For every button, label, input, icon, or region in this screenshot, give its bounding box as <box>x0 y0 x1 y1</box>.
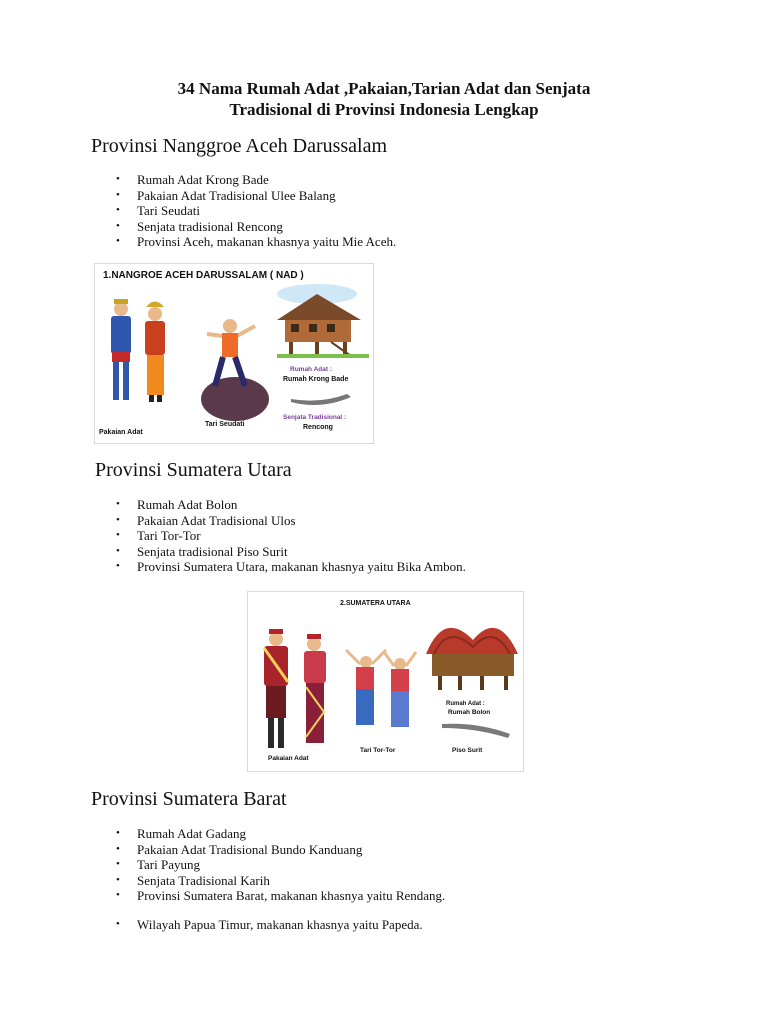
list-extra <box>116 917 423 933</box>
list-item: • Rumah Adat Krong Bade <box>116 172 396 188</box>
piso-surit-weapon-figure <box>442 724 510 738</box>
caption-rumah-heading: Rumah Adat : <box>290 366 333 373</box>
section-heading-sumatera-barat: Provinsi Sumatera Barat <box>91 788 287 810</box>
list-aceh <box>116 172 396 250</box>
caption-senjata: Piso Surit <box>452 747 483 754</box>
figure-sumatera-utara <box>247 591 524 772</box>
list-item: • Provinsi Aceh, makanan khasnya yaitu Mie Aceh. <box>116 234 396 250</box>
list-item: • Tari Tor-Tor <box>116 528 466 544</box>
tor-tor-dancers-figure <box>346 650 416 727</box>
caption-rumah-heading: Rumah Adat : <box>446 701 485 707</box>
dancer-figure <box>201 319 269 421</box>
list-item: • Rumah Adat Bolon <box>116 497 466 513</box>
caption-rumah: Rumah Krong Bade <box>283 376 349 383</box>
caption-senjata-heading: Senjata Tradisional : <box>283 414 347 421</box>
list-item: • Tari Seudati <box>116 203 396 219</box>
list-sumatera-barat <box>116 826 445 904</box>
section-heading-aceh: Provinsi Nanggroe Aceh Darussalam <box>91 135 388 157</box>
list-item: • Pakaian Adat Tradisional Bundo Kanduang <box>116 842 445 858</box>
list-item: • Pakaian Adat Tradisional Ulee Balang <box>116 188 396 204</box>
title-line-2: Tradisional di Provinsi Indonesia Lengkap <box>229 100 539 119</box>
rencong-weapon-figure <box>291 394 351 405</box>
list-item: • Rumah Adat Gadang <box>116 826 445 842</box>
man-ulos-figure <box>264 629 288 748</box>
list-sumatera-utara <box>116 497 466 575</box>
caption-senjata: Rencong <box>303 424 333 431</box>
list-item: • Provinsi Sumatera Utara, makanan khasnya yaitu Bika Ambon. <box>116 559 466 575</box>
list-item: • Provinsi Sumatera Barat, makanan khasnya yaitu Rendang. <box>116 888 445 904</box>
caption-tari: Tari Tor-Tor <box>360 747 396 754</box>
list-item: • Senjata tradisional Rencong <box>116 219 396 235</box>
list-item: • Senjata Tradisional Karih <box>116 873 445 889</box>
list-item: • Wilayah Papua Timur, makanan khasnya yaitu Papeda. <box>116 917 423 933</box>
list-item: • Pakaian Adat Tradisional Ulos <box>116 513 466 529</box>
list-item: • Senjata tradisional Piso Surit <box>116 544 466 560</box>
woman-costume-figure <box>145 302 165 403</box>
caption-pakaian: Pakaian Adat <box>268 755 309 762</box>
figure-title: 2.SUMATERA UTARA <box>340 600 411 607</box>
woman-ulos-figure <box>304 634 326 743</box>
figure-aceh <box>94 263 374 444</box>
house-krong-bade-figure <box>277 284 369 358</box>
section-heading-sumatera-utara: Provinsi Sumatera Utara <box>95 459 292 481</box>
man-costume-figure <box>111 299 131 400</box>
caption-rumah: Rumah Bolon <box>448 709 491 716</box>
title-line-1: 34 Nama Rumah Adat ,Pakaian,Tarian Adat dan Senjata <box>177 79 591 98</box>
document-title <box>0 78 768 120</box>
figure-title: 1.NANGROE ACEH DARUSSALAM ( NAD ) <box>103 270 304 281</box>
list-item: • Tari Payung <box>116 857 445 873</box>
house-bolon-figure <box>426 628 518 690</box>
caption-tari: Tari Seudati <box>205 421 245 428</box>
caption-pakaian: Pakaian Adat <box>99 429 143 436</box>
